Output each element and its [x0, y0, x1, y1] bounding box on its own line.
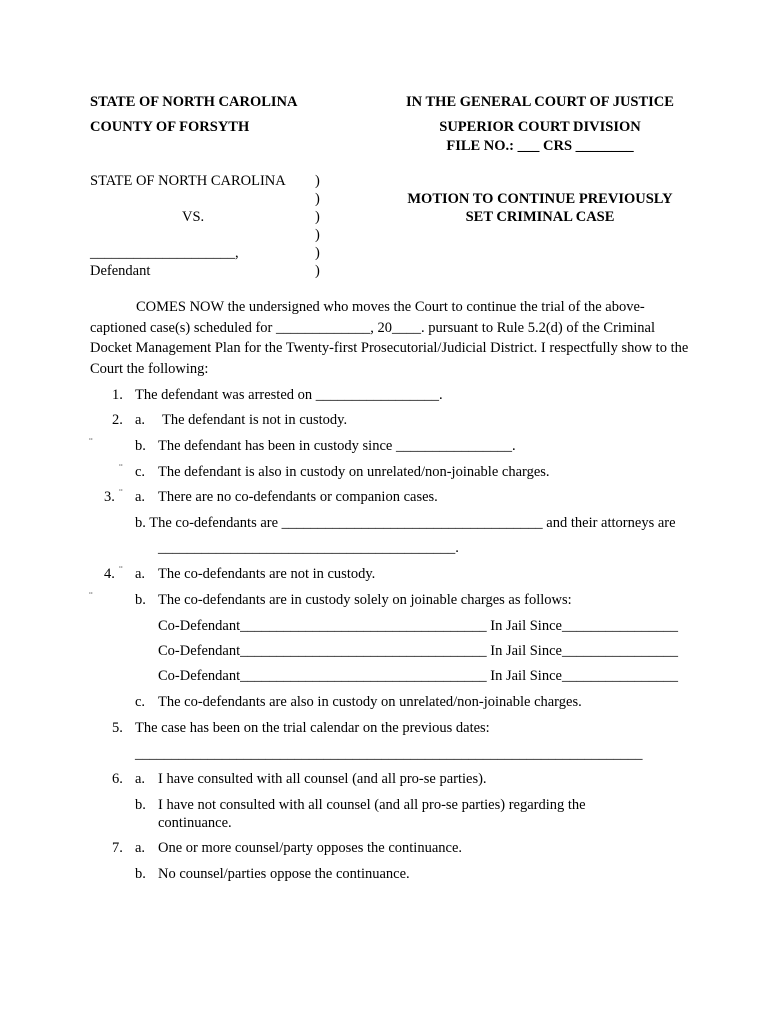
item-number: 1.: [112, 387, 123, 403]
item-text: Co-Defendant__________________________________ In Jail Since________________: [158, 668, 678, 684]
intro-paragraph: COMES NOW the undersigned who moves the Court to continue the trial of the above-captioned case(s) scheduled for _____________, 20____. pursuant to Rule 5.2(d) of the Criminal Docket Management Plan for the Twenty-first Prosecutorial/Judicial District. I respectfully show to the Court the following:: [90, 299, 689, 377]
item-text: b. The co-defendants are ____________________________________ and their attorneys are: [135, 515, 676, 531]
item-letter: a.: [135, 412, 146, 428]
checkbox-mark: ¨: [89, 436, 93, 448]
item-letter: b.: [135, 866, 146, 882]
item-letter: c.: [135, 694, 146, 710]
defendant-name-blank: ____________________,: [90, 245, 239, 261]
item-letter: b.: [135, 438, 146, 454]
item-text: The defendant is also in custody on unrelated/non-joinable charges.: [158, 464, 550, 480]
item-letter: a.: [135, 566, 146, 582]
item-text: No counsel/parties oppose the continuance.: [158, 866, 410, 882]
file-number: FILE NO.: ___ CRS ________: [446, 138, 634, 154]
motion-title-line1: MOTION TO CONTINUE PREVIOUSLY: [407, 191, 673, 207]
caption-paren: ): [315, 227, 320, 243]
item-text: The co-defendants are also in custody on unrelated/non-joinable charges.: [158, 694, 582, 710]
item-text: ______________________________________________________________________: [135, 746, 643, 762]
item-text: The case has been on the trial calendar on the previous dates:: [135, 720, 490, 736]
item-text: _________________________________________.: [158, 540, 459, 556]
item-number: 2.: [112, 412, 123, 428]
item-number: 5.: [112, 720, 123, 736]
item-text: There are no co-defendants or companion cases.: [158, 489, 438, 505]
item-number: 4.: [104, 566, 115, 582]
item-letter: a.: [135, 771, 146, 787]
item-text: The defendant is not in custody.: [162, 412, 348, 428]
item-text: Co-Defendant__________________________________ In Jail Since________________: [158, 643, 678, 659]
item-letter: b.: [135, 797, 146, 813]
item-letter: a.: [135, 489, 146, 505]
item-number: 3.: [104, 489, 115, 505]
item-text: continuance.: [158, 815, 232, 831]
checkbox-mark: ¨: [119, 487, 123, 499]
item-letter: c.: [135, 464, 146, 480]
versus-label: VS.: [182, 209, 205, 225]
item-text: The defendant has been in custody since ________________.: [158, 438, 516, 454]
item-number: 7.: [112, 840, 123, 856]
motion-title-line2: SET CRIMINAL CASE: [465, 209, 615, 225]
item-number: 6.: [112, 771, 123, 787]
caption-paren: ): [315, 263, 320, 279]
item-letter: a.: [135, 840, 146, 856]
caption-paren: ): [315, 173, 320, 189]
division-heading: SUPERIOR COURT DIVISION: [439, 119, 641, 135]
item-text: Co-Defendant__________________________________ In Jail Since________________: [158, 618, 678, 634]
item-text: The co-defendants are in custody solely on joinable charges as follows:: [158, 592, 572, 608]
caption-paren: ): [315, 209, 320, 225]
checkbox-mark: ¨: [119, 462, 123, 474]
item-letter: b.: [135, 592, 146, 608]
item-text: The defendant was arrested on _________________.: [135, 387, 443, 403]
item-text: I have not consulted with all counsel (and all pro-se parties) regarding the: [158, 797, 586, 813]
caption-paren: ): [315, 191, 320, 207]
item-text: I have consulted with all counsel (and all pro-se parties).: [158, 771, 487, 787]
caption-paren: ): [315, 245, 320, 261]
state-heading: STATE OF NORTH CAROLINA: [90, 94, 298, 110]
court-heading: IN THE GENERAL COURT OF JUSTICE: [406, 94, 674, 110]
plaintiff-name: STATE OF NORTH CAROLINA: [90, 173, 286, 189]
checkbox-mark: ¨: [89, 590, 93, 602]
item-text: One or more counsel/party opposes the continuance.: [158, 840, 463, 856]
defendant-label: Defendant: [90, 263, 151, 279]
checkbox-mark: ¨: [119, 564, 123, 576]
county-heading: COUNTY OF FORSYTH: [90, 119, 250, 135]
item-text: The co-defendants are not in custody.: [158, 566, 376, 582]
